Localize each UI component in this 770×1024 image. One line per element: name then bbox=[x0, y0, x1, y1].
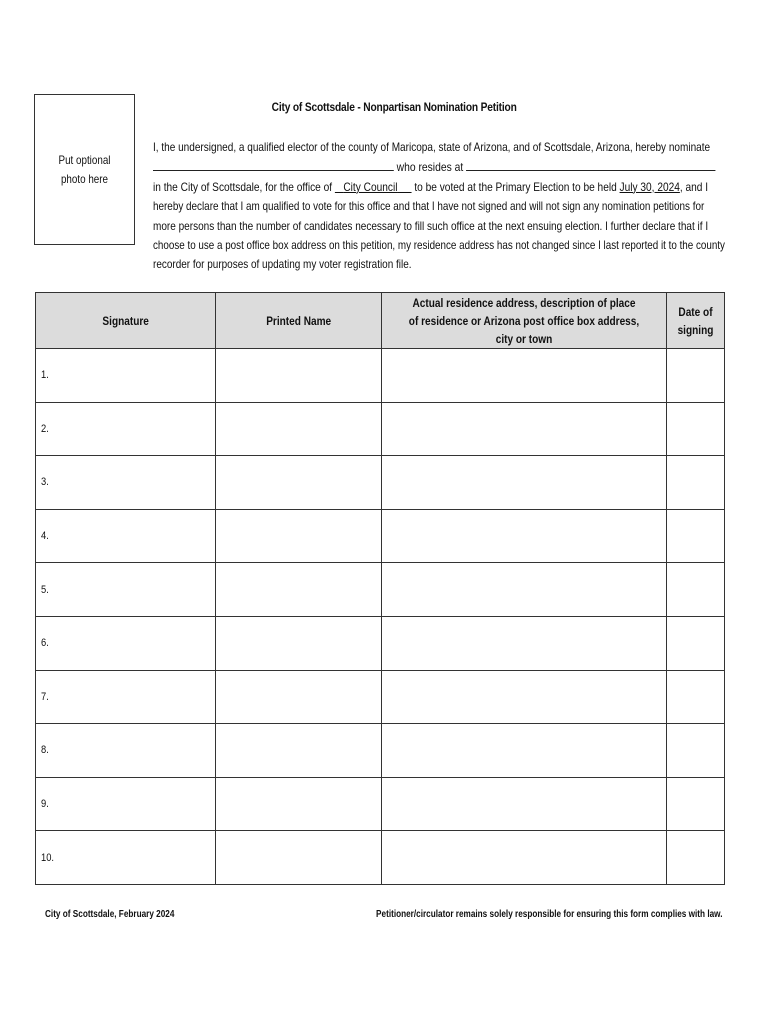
nominee-address-field[interactable] bbox=[466, 157, 715, 171]
row-number: 1. bbox=[41, 369, 49, 382]
footer-disclaimer: Petitioner/circulator remains solely responsible for ensuring this form complies with law. bbox=[376, 909, 723, 920]
declaration-line-6: choose to use a post office box address on this petition, my residence address has not changed since I last reported it to the county bbox=[153, 238, 725, 253]
address-cell[interactable] bbox=[382, 724, 667, 778]
row-number: 4. bbox=[41, 530, 49, 543]
date-cell[interactable] bbox=[667, 831, 725, 885]
date-cell[interactable] bbox=[667, 616, 725, 670]
printed-name-cell[interactable] bbox=[216, 616, 382, 670]
address-cell[interactable] bbox=[382, 402, 667, 456]
declaration-paragraph bbox=[153, 138, 723, 275]
date-cell[interactable] bbox=[667, 349, 725, 403]
row-number: 6. bbox=[41, 637, 49, 650]
nominee-name-field[interactable] bbox=[153, 157, 394, 171]
row-number: 3. bbox=[41, 476, 49, 489]
table-row bbox=[36, 509, 725, 563]
declaration-line-5: more persons than the number of candidates necessary to fill such office at the next ensuing election. I further declare that if I bbox=[153, 218, 709, 233]
signature-cell[interactable] bbox=[36, 831, 216, 885]
header-printed-name: Printed Name bbox=[216, 293, 382, 349]
footer-revision: City of Scottsdale, February 2024 bbox=[45, 909, 175, 920]
address-cell[interactable] bbox=[382, 563, 667, 617]
office-field[interactable]: City Council bbox=[343, 179, 398, 194]
date-cell[interactable] bbox=[667, 563, 725, 617]
row-number: 10. bbox=[41, 851, 55, 864]
address-cell[interactable] bbox=[382, 509, 667, 563]
page-title: City of Scottsdale - Nonpartisan Nomination Petition bbox=[271, 100, 517, 114]
table-row bbox=[36, 349, 725, 403]
signature-cell[interactable] bbox=[36, 349, 216, 403]
row-number: 5. bbox=[41, 583, 49, 596]
table-header-row bbox=[36, 293, 725, 349]
signature-table bbox=[35, 292, 725, 885]
printed-name-cell[interactable] bbox=[216, 670, 382, 724]
table-row bbox=[36, 670, 725, 724]
table-row bbox=[36, 402, 725, 456]
declaration-line-4: hereby declare that I am qualified to vote for this office and that I have not signed and will not sign any nomination petitions for bbox=[153, 199, 705, 214]
photo-placeholder-label: Put optional photo here bbox=[58, 152, 111, 186]
declaration-line-1: I, the undersigned, a qualified elector of the county of Maricopa, state of Arizona, and of Scottsdale, Arizona, hereby nominate bbox=[153, 140, 711, 154]
election-date-field[interactable]: July 30, 2024 bbox=[619, 179, 680, 194]
signature-cell[interactable] bbox=[36, 616, 216, 670]
declaration-line-3: in the City of Scottsdale, for the office of City Council to be voted at the Primary Election to be held July 30, 2024, and I bbox=[153, 179, 709, 194]
declaration-line-2 bbox=[153, 157, 643, 177]
table-row bbox=[36, 616, 725, 670]
address-cell[interactable] bbox=[382, 777, 667, 831]
header-date: Date of signing bbox=[667, 293, 725, 349]
address-cell[interactable] bbox=[382, 456, 667, 510]
row-number: 9. bbox=[41, 798, 49, 811]
address-cell[interactable] bbox=[382, 670, 667, 724]
printed-name-cell[interactable] bbox=[216, 456, 382, 510]
row-number: 7. bbox=[41, 690, 49, 703]
signature-cell[interactable] bbox=[36, 670, 216, 724]
printed-name-cell[interactable] bbox=[216, 724, 382, 778]
row-number: 8. bbox=[41, 744, 49, 757]
date-cell[interactable] bbox=[667, 456, 725, 510]
table-row bbox=[36, 724, 725, 778]
printed-name-cell[interactable] bbox=[216, 831, 382, 885]
printed-name-cell[interactable] bbox=[216, 349, 382, 403]
optional-photo-placeholder bbox=[34, 94, 135, 245]
table-row bbox=[36, 777, 725, 831]
printed-name-cell[interactable] bbox=[216, 509, 382, 563]
address-cell[interactable] bbox=[382, 831, 667, 885]
table-row bbox=[36, 563, 725, 617]
header-signature: Signature bbox=[36, 293, 216, 349]
signature-cell[interactable] bbox=[36, 509, 216, 563]
printed-name-cell[interactable] bbox=[216, 402, 382, 456]
printed-name-cell[interactable] bbox=[216, 777, 382, 831]
signature-cell[interactable] bbox=[36, 456, 216, 510]
header-address: Actual residence address, description of place of residence or Arizona post office box address, city or town bbox=[382, 293, 667, 349]
date-cell[interactable] bbox=[667, 670, 725, 724]
date-cell[interactable] bbox=[667, 402, 725, 456]
table-row bbox=[36, 831, 725, 885]
date-cell[interactable] bbox=[667, 509, 725, 563]
date-cell[interactable] bbox=[667, 724, 725, 778]
address-cell[interactable] bbox=[382, 349, 667, 403]
signature-cell[interactable] bbox=[36, 402, 216, 456]
declaration-line-7: recorder for purposes of updating my voter registration file. bbox=[153, 257, 412, 272]
printed-name-cell[interactable] bbox=[216, 563, 382, 617]
row-number: 2. bbox=[41, 422, 49, 435]
signature-cell[interactable] bbox=[36, 724, 216, 778]
signature-cell[interactable] bbox=[36, 777, 216, 831]
signature-cell[interactable] bbox=[36, 563, 216, 617]
date-cell[interactable] bbox=[667, 777, 725, 831]
table-row bbox=[36, 456, 725, 510]
who-resides-label: who resides at bbox=[396, 160, 464, 175]
address-cell[interactable] bbox=[382, 616, 667, 670]
